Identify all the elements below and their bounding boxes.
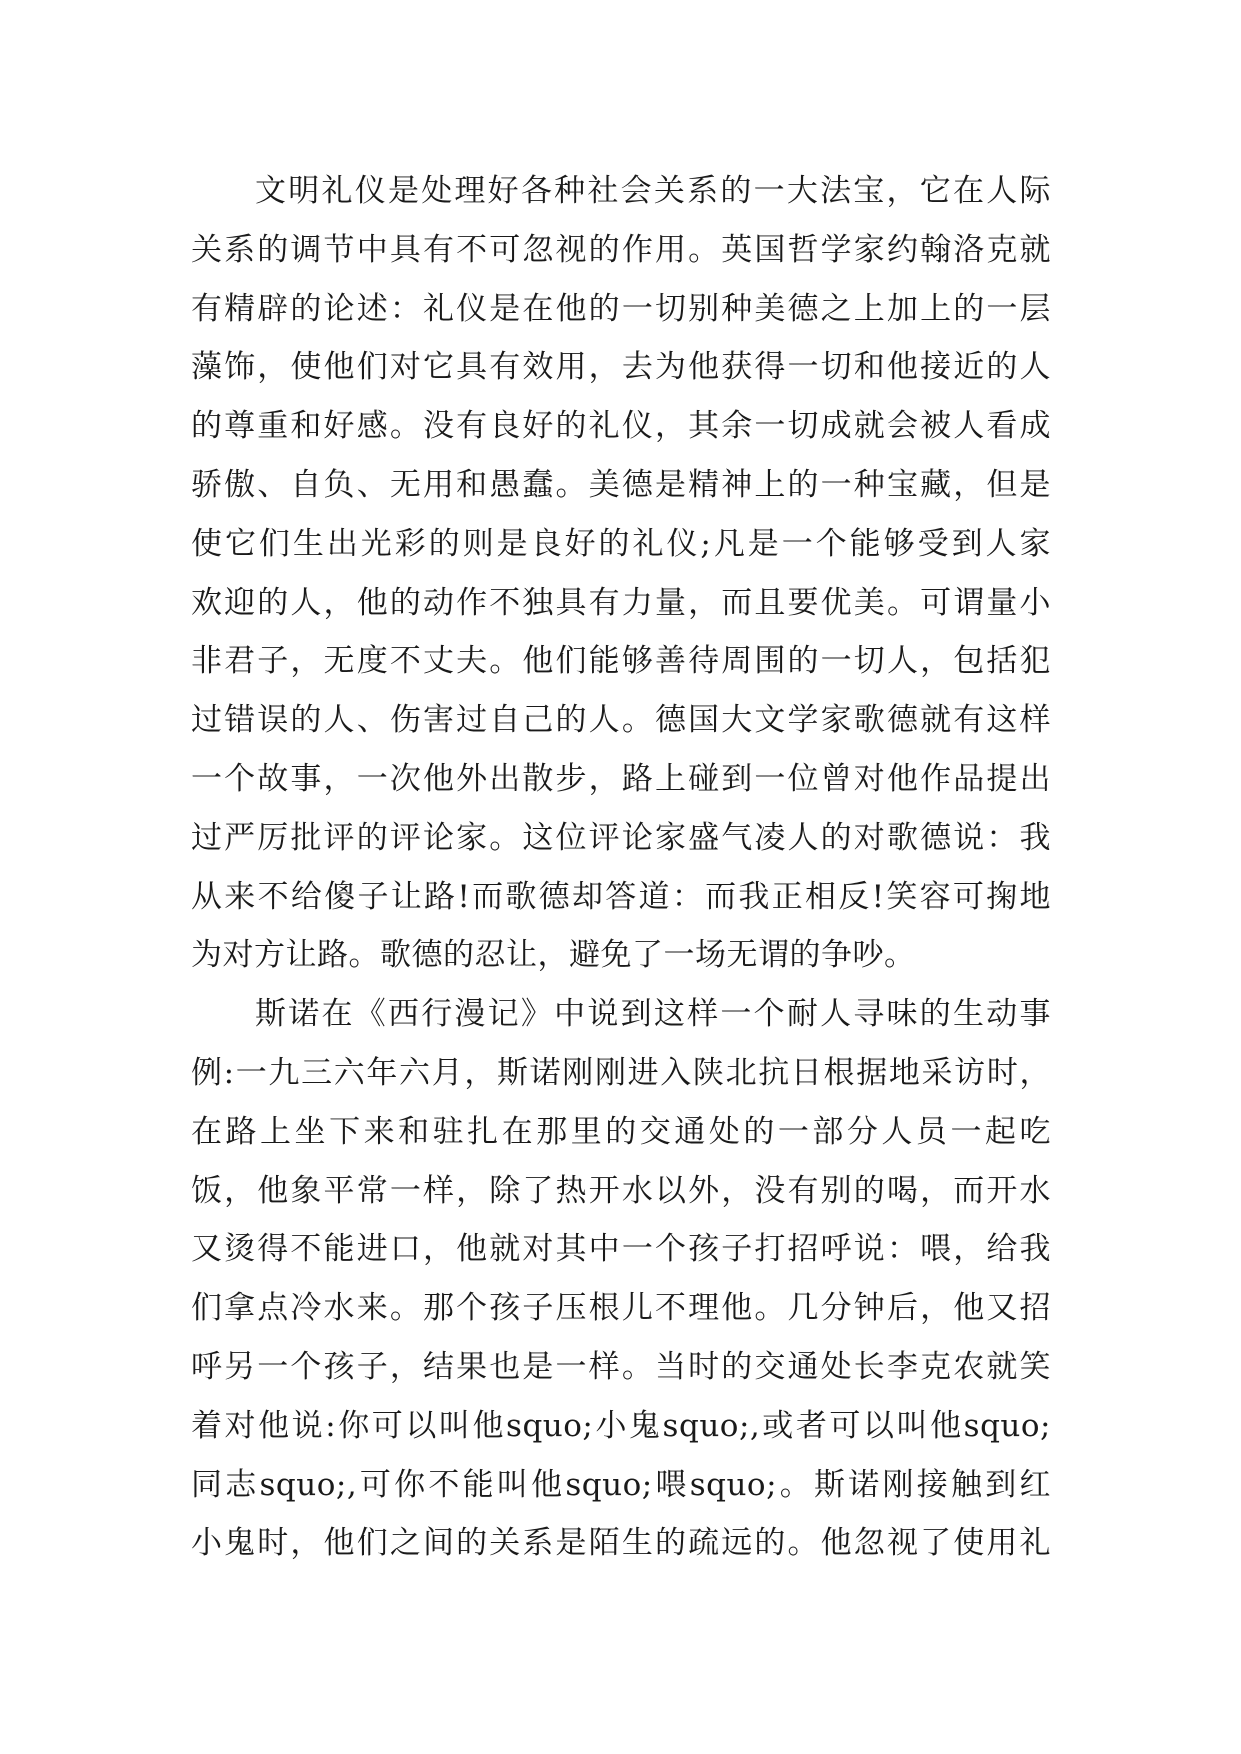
text-line: 小鬼时，他们之间的关系是陌生的疏远的。他忽视了使用礼 [191,1525,1051,1562]
text-line: 从来不给傻子让路!而歌德却答道：而我正相反!笑容可掬地 [191,878,1051,915]
text-line: 过严厉批评的评论家。这位评论家盛气凌人的对歌德说：我 [191,819,1051,856]
text-line: 藻饰，使他们对它具有效用，去为他获得一切和他接近的人 [191,349,1051,386]
text-line: 有精辟的论述：礼仪是在他的一切别种美德之上加上的一层 [191,290,1051,327]
text-line: 为对方让路。歌德的忍让，避免了一场无谓的争吵。 [191,937,916,974]
text-line: 的尊重和好感。没有良好的礼仪，其余一切成就会被人看成 [191,408,1051,445]
text-line: 文明礼仪是处理好各种社会关系的一大法宝，它在人际 [255,173,1051,209]
paragraph-1 [191,162,1051,985]
text-line: 骄傲、自负、无用和愚蠢。美德是精神上的一种宝藏，但是 [191,466,1051,503]
text-line: 着对他说:你可以叫他squo;小鬼squo;,或者可以叫他squo; [191,1407,1051,1444]
text-line: 一个故事，一次他外出散步，路上碰到一位曾对他作品提出 [191,760,1051,797]
text-line: 使它们生出光彩的则是良好的礼仪;凡是一个能够受到人家 [191,525,1051,562]
text-line: 们拿点冷水来。那个孩子压根儿不理他。几分钟后，他又招 [191,1290,1051,1327]
text-line: 在路上坐下来和驻扎在那里的交通处的一部分人员一起吃 [191,1113,1051,1150]
text-line: 同志squo;,可你不能叫他squo;喂squo;。斯诺刚接触到红 [191,1466,1051,1503]
text-line: 呼另一个孩子，结果也是一样。当时的交通处长李克农就笑 [191,1348,1051,1385]
text-line: 例:一九三六年六月，斯诺刚刚进入陕北抗日根据地采访时， [191,1054,1051,1091]
text-line: 关系的调节中具有不可忽视的作用。英国哲学家约翰洛克就 [191,231,1051,268]
paragraph-2 [191,985,1051,1573]
text-line: 过错误的人、伤害过自己的人。德国大文学家歌德就有这样 [191,702,1051,739]
text-line: 欢迎的人，他的动作不独具有力量，而且要优美。可谓量小 [191,584,1051,621]
body-text [191,162,1051,1573]
text-line: 非君子，无度不丈夫。他们能够善待周围的一切人，包括犯 [191,643,1051,680]
text-line: 斯诺在《西行漫记》中说到这样一个耐人寻味的生动事 [255,996,1051,1033]
text-line: 又烫得不能进口，他就对其中一个孩子打招呼说：喂，给我 [191,1231,1051,1268]
text-line: 饭，他象平常一样，除了热开水以外，没有别的喝，而开水 [191,1172,1051,1209]
